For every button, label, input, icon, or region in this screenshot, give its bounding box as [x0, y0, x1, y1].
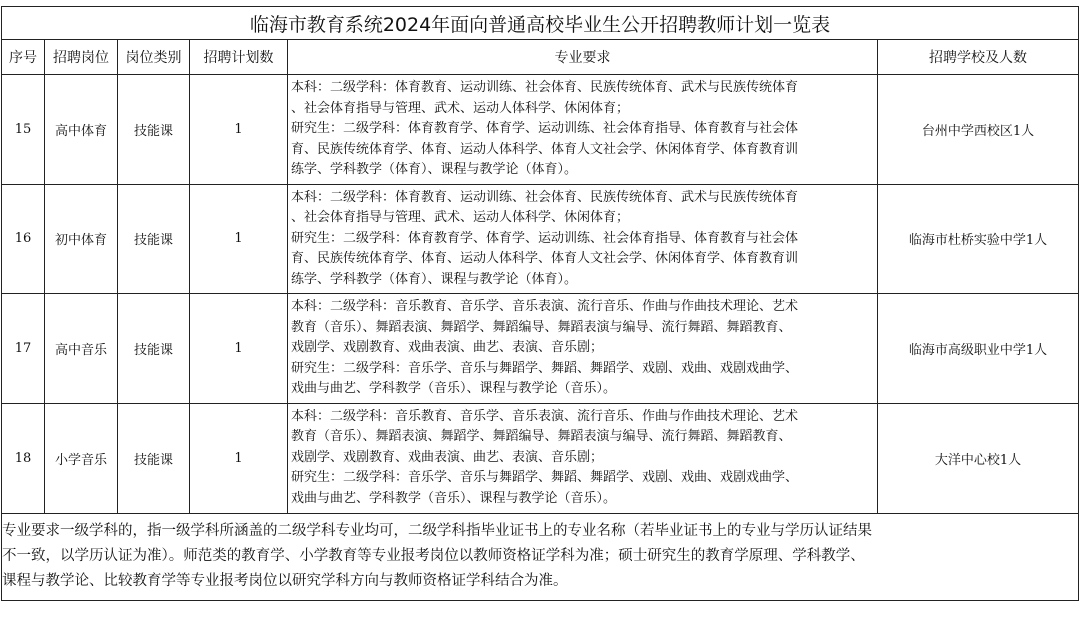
major-line: 研究生：二级学科：音乐学、音乐与舞蹈学、舞蹈、舞蹈学、戏剧、戏曲、戏剧戏曲学、	[291, 360, 799, 376]
major-line: 戏剧学、戏剧教育、戏曲表演、曲艺、表演、音乐剧；	[291, 449, 604, 465]
row-school: 大洋中心校1人	[878, 403, 1079, 513]
table-row	[2, 294, 1079, 404]
row-category: 技能课	[118, 403, 190, 513]
major-line: 研究生：二级学科：体育教育学、体育学、运动训练、社会体育指导、体育教育与社会体	[291, 121, 799, 136]
column-header-category: 岗位类别	[118, 40, 190, 75]
major-line: 戏剧学、戏剧教育、戏曲表演、曲艺、表演、音乐剧；	[291, 340, 604, 355]
row-major-requirements	[288, 75, 878, 185]
note-line: 不一致，以学历认证为准）。师范类的教育学、小学教育等专业报考岗位以教师资格证学科为准；硕士研究生的教育学原理、学科教学、	[2, 548, 865, 564]
major-line: 、社会体育指导与管理、武术、运动人体科学、休闲体育；	[291, 100, 630, 116]
major-line: 练学、学科教学（体育）、课程与教学论（体育）。	[291, 162, 578, 177]
row-number: 18	[2, 403, 45, 513]
major-line: 育、民族传统体育学、体育、运动人体科学、体育人文社会学、休闲体育学、体育教育训	[291, 251, 799, 266]
row-post: 初中体育	[45, 184, 118, 294]
column-header-no: 序号	[2, 40, 45, 75]
row-major-requirements	[288, 294, 878, 404]
row-major-requirements	[288, 184, 878, 294]
column-header-count: 招聘计划数	[190, 40, 288, 75]
note-line: 专业要求一级学科的，指一级学科所涵盖的二级学科专业均可，二级学科指毕业证书上的专业名称（若毕业证书上的专业与学历认证结果	[2, 523, 872, 539]
row-number: 15	[2, 75, 45, 185]
column-header-school: 招聘学校及人数	[878, 40, 1079, 75]
note-row	[2, 513, 1079, 600]
recruitment-table	[1, 6, 1079, 601]
major-line: 戏曲与曲艺、学科教学（音乐）、课程与教学论（音乐）。	[291, 381, 617, 396]
table-row	[2, 184, 1079, 294]
row-count: 1	[190, 294, 288, 404]
major-line: 、社会体育指导与管理、武术、运动人体科学、休闲体育；	[291, 210, 630, 225]
major-line: 本科：二级学科：音乐教育、音乐学、音乐表演、流行音乐、作曲与作曲技术理论、艺术	[291, 408, 799, 424]
row-count: 1	[190, 403, 288, 513]
row-category: 技能课	[118, 294, 190, 404]
major-line: 教育（音乐）、舞蹈表演、舞蹈学、舞蹈编导、舞蹈表演与编导、流行舞蹈、舞蹈教育、	[291, 319, 792, 335]
major-line: 戏曲与曲艺、学科教学（音乐）、课程与教学论（音乐）。	[291, 490, 617, 506]
major-line: 研究生：二级学科：体育教育学、体育学、运动训练、社会体育指导、体育教育与社会体	[291, 230, 799, 246]
row-post: 高中音乐	[45, 294, 118, 404]
table-row	[2, 75, 1079, 185]
table-title: 临海市教育系统2024年面向普通高校毕业生公开招聘教师计划一览表	[2, 7, 1079, 40]
note-line: 课程与教学论、比较教育学等专业报考岗位以研究学科方向与教师资格证学科结合为准。	[2, 573, 568, 589]
row-number: 16	[2, 184, 45, 294]
major-line: 练学、学科教学（体育）、课程与教学论（体育）。	[291, 271, 578, 287]
major-line: 研究生：二级学科：音乐学、音乐与舞蹈学、舞蹈、舞蹈学、戏剧、戏曲、戏剧戏曲学、	[291, 470, 799, 485]
major-line: 本科：二级学科：音乐教育、音乐学、音乐表演、流行音乐、作曲与作曲技术理论、艺术	[291, 299, 799, 314]
row-post: 高中体育	[45, 75, 118, 185]
row-school: 临海市高级职业中学1人	[878, 294, 1079, 404]
table-row	[2, 403, 1079, 513]
row-category: 技能课	[118, 184, 190, 294]
column-header-post: 招聘岗位	[45, 40, 118, 75]
row-count: 1	[190, 184, 288, 294]
major-line: 育、民族传统体育学、体育、运动人体科学、体育人文社会学、休闲体育学、体育教育训	[291, 141, 799, 157]
header-row	[2, 40, 1079, 75]
row-category: 技能课	[118, 75, 190, 185]
column-header-major: 专业要求	[288, 40, 878, 75]
major-line: 教育（音乐）、舞蹈表演、舞蹈学、舞蹈编导、舞蹈表演与编导、流行舞蹈、舞蹈教育、	[291, 429, 792, 444]
major-line: 本科：二级学科：体育教育、运动训练、社会体育、民族传统体育、武术与民族传统体育	[291, 189, 799, 205]
footnote	[2, 513, 1079, 600]
row-major-requirements	[288, 403, 878, 513]
row-count: 1	[190, 75, 288, 185]
major-line: 本科：二级学科：体育教育、运动训练、社会体育、民族传统体育、武术与民族传统体育	[291, 80, 799, 95]
row-post: 小学音乐	[45, 403, 118, 513]
row-school: 台州中学西校区1人	[878, 75, 1079, 185]
row-school: 临海市杜桥实验中学1人	[878, 184, 1079, 294]
row-number: 17	[2, 294, 45, 404]
